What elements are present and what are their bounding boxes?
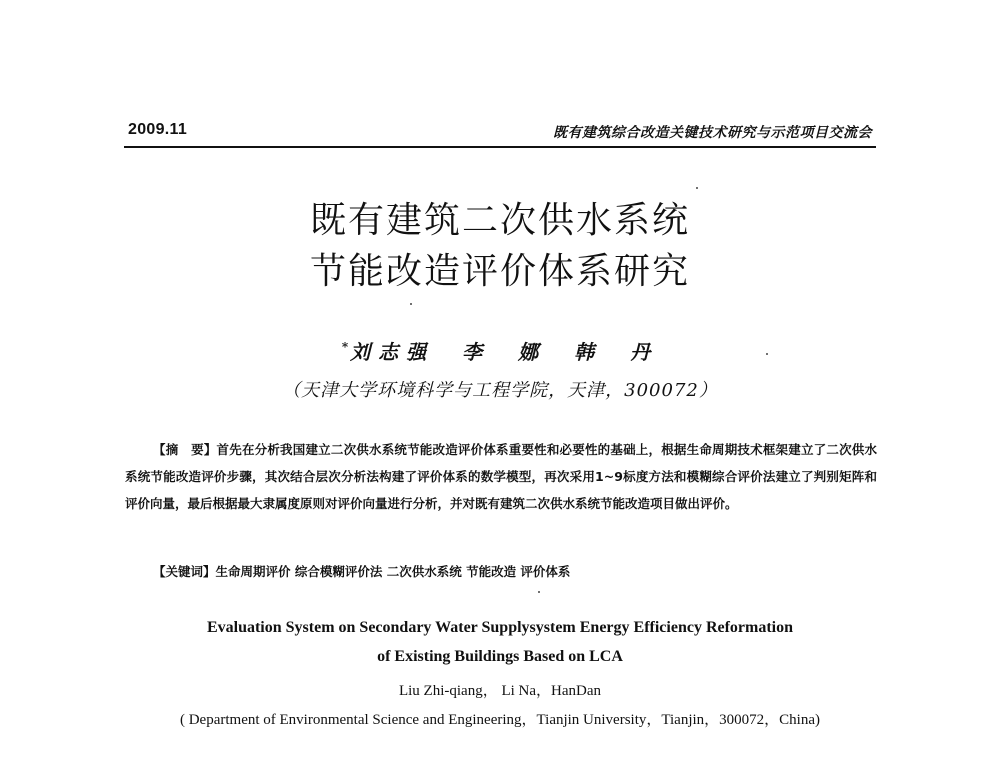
header-date: 2009.11 — [128, 121, 188, 138]
scan-speck — [538, 591, 540, 593]
abstract — [125, 436, 877, 517]
keywords — [153, 562, 570, 580]
header-conference: 既有建筑综合改造关键技术研究与示范项目交流会 — [553, 125, 872, 141]
author-marker: * — [341, 340, 349, 355]
abstract-paragraph — [125, 436, 877, 517]
abstract-text: 首先在分析我国建立二次供水系统节能改造评价体系重要性和必要性的基础上，根据生命周期技术框架建立了二次供水系统节能改造评价步骤，其次结合层次分析法构建了评价体系的数学模型，再次采用1~9标度方法和模糊综合评价法建立了判别矩阵和评价向量，最后根据最大隶属度原则对评价向量进行分析，并对既有建筑二次供水系统节能改造项目做出评价。 — [125, 442, 877, 511]
title-line-1: 既有建筑二次供水系统 — [309, 200, 690, 241]
affiliation: （天津大学环境科学与工程学院，天津，300072） — [282, 380, 718, 401]
header-rule — [124, 146, 876, 148]
scan-speck — [410, 303, 412, 305]
english-affiliation: ( Department of Environmental Science and Engineering，Tianjin University，Tianjin，300072，China) — [179, 712, 821, 728]
scan-speck — [696, 187, 698, 189]
keywords-text: 生命周期评价 综合模糊评价法 二次供水系统 节能改造 评价体系 — [215, 564, 571, 579]
english-authors: Liu Zhi-qiang， Li Na，HanDan — [398, 683, 602, 699]
english-title-line-1: Evaluation System on Secondary Water Supplysystem Energy Efficiency Reformation — [206, 619, 794, 636]
title-line-2: 节能改造评价体系研究 — [309, 251, 690, 292]
author-names: 刘志强 李 娜 韩 丹 — [350, 340, 659, 364]
authors — [0, 336, 1000, 365]
keywords-label: 【关键词】 — [153, 564, 216, 579]
scan-speck — [766, 353, 768, 355]
abstract-label: 【摘 要】 — [153, 442, 217, 457]
english-title-line-2: of Existing Buildings Based on LCA — [377, 648, 623, 665]
